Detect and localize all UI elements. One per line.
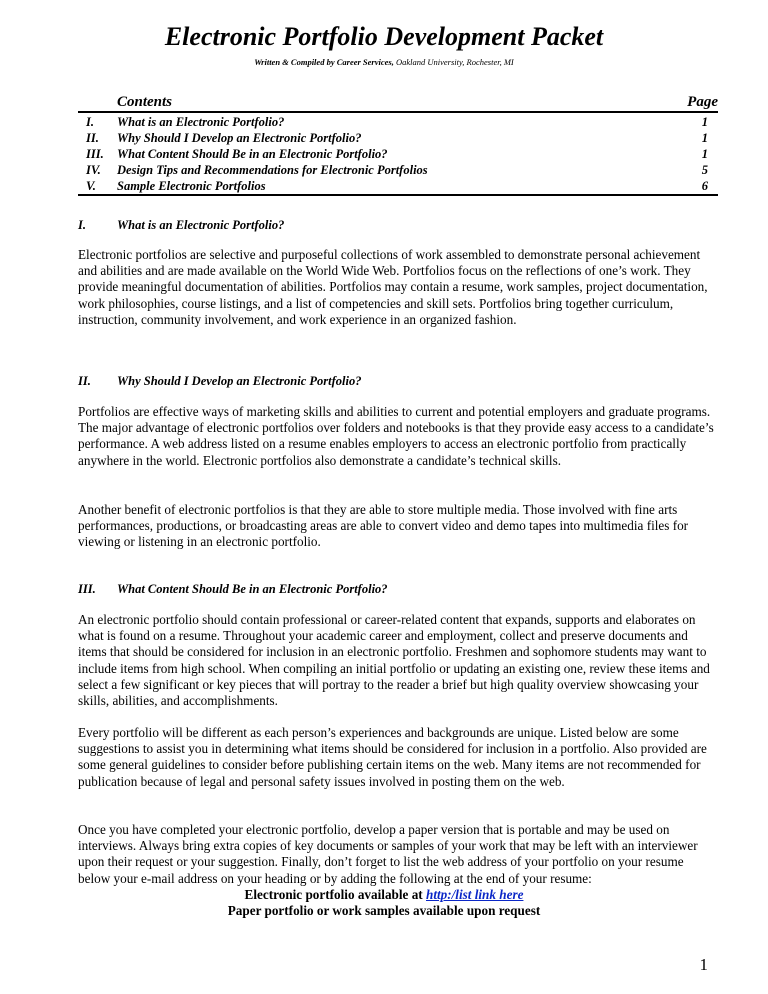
toc-row-page: 1 <box>701 115 708 129</box>
portfolio-link-prefix: Electronic portfolio available at <box>244 887 426 902</box>
section-title: What is an Electronic Portfolio? <box>117 218 285 232</box>
toc-row-number: III. <box>86 147 104 161</box>
toc-row-title: Design Tips and Recommendations for Electronic Portfolios <box>117 163 428 177</box>
toc-row-number: I. <box>86 115 94 129</box>
toc-row <box>78 162 718 178</box>
subtitle-lead: Written & Compiled by Career Services, <box>254 57 394 67</box>
toc-rows <box>78 113 718 196</box>
toc-row-title: What Content Should Be in an Electronic Portfolio? <box>117 147 388 161</box>
section-3-paragraph-1: An electronic portfolio should contain professional or career-related content that expands, supports and elaborates on what is found on a resume. Throughout your academic career and employment, collect and preserve documents and items that should be considered for inclusion in an electronic portfolio. Freshmen and sophomore students may want to include items from high school. When compiling an initial portfolio or updating an existing one, review these items and select a few significant or key pieces that will portray to the reader a brief but high quality overview showcasing your skills, abilities, and accomplishments. <box>78 612 710 709</box>
toc-row-number: II. <box>86 131 99 145</box>
toc-row-page: 1 <box>701 147 708 161</box>
section-3-paragraph-3: Once you have completed your electronic portfolio, develop a paper version that is portable and may be used on interviews. Always bring extra copies of key documents or samples of your work that may be left with an interviewer upon their request or your suggestion. Finally, don’t forget to list the web address of your portfolio on your resume below your e-mail address on your heading or by adding the following at the end of your resume: <box>78 822 698 886</box>
section-heading-2 <box>78 373 361 389</box>
section-heading-1 <box>78 217 284 233</box>
toc-row <box>78 178 718 194</box>
toc-contents-label: Contents <box>117 94 173 110</box>
toc-page-label: Page <box>687 94 718 110</box>
section-2-paragraph-2: Another benefit of electronic portfolios is that they are able to store multiple media. Those involved with fine arts performances, productions, or broadcasting areas are able to convert video and demo tapes into multimedia files for viewing or listening in an electronic portfolio. <box>78 502 689 550</box>
toc-row-page: 5 <box>701 163 708 177</box>
section-title: Why Should I Develop an Electronic Portfolio? <box>117 374 362 388</box>
toc-row <box>78 146 718 162</box>
toc-row-number: IV. <box>86 163 101 177</box>
section-number: III. <box>78 582 96 596</box>
toc-header <box>78 93 718 113</box>
document-subtitle <box>0 56 768 68</box>
section-3-paragraph-2: Every portfolio will be different as each person’s experiences and backgrounds are unique. Listed below are some suggestions to assist you in determining what items should be considered for inclusion in a portfolio. Also provided are some general guidelines to consider before publishing certain items on the web. Many items are not recommended for publication because of legal and personal safety issues involved in posting them on the web. <box>78 725 707 789</box>
portfolio-link[interactable]: http:/list link here <box>425 887 524 902</box>
section-heading-3 <box>78 581 388 597</box>
document-title: Electronic Portfolio Development Packet <box>164 22 604 51</box>
toc-row <box>78 130 718 146</box>
section-title: What Content Should Be in an Electronic Portfolio? <box>117 582 388 596</box>
toc-row-page: 1 <box>701 131 708 145</box>
section-1-paragraph-1: Electronic portfolios are selective and purposeful collections of work assembled to demonstrate personal achievement and abilities and are made available on the World Wide Web. Portfolios focus on the reflections of one’s work. They provide meaningful documentation of abilities. Portfolios may contain a resume, work samples, project documentation, work philosophies, course listings, and a list of competencies and skill sets. Portfolios bring together curriculum, instruction, community involvement, and work experience in an organized fashion. <box>78 247 708 327</box>
section-number: II. <box>78 374 91 388</box>
toc-row-number: V. <box>86 179 96 193</box>
section-2-paragraph-1: Portfolios are effective ways of marketing skills and abilities to current and potential employers and graduate programs. The major advantage of electronic portfolios over folders and notebooks is that they provide easy access to a candidate’s performance. A web address listed on a resume enables employers to access an electronic portfolio from practically anywhere in the world. Electronic portfolios also demonstrate a candidate’s technical skills. <box>78 404 714 468</box>
toc-row-title: Why Should I Develop an Electronic Portfolio? <box>117 131 362 145</box>
paper-portfolio-line: Paper portfolio or work samples available upon request <box>227 903 541 918</box>
toc-row-title: Sample Electronic Portfolios <box>117 179 266 193</box>
section-number: I. <box>78 218 86 232</box>
toc-row <box>78 114 718 130</box>
toc-row-page: 6 <box>701 179 708 193</box>
toc-row-title: What is an Electronic Portfolio? <box>117 115 285 129</box>
page-number: 1 <box>699 955 708 974</box>
subtitle-organization: Oakland University, Rochester, MI <box>395 57 514 67</box>
portfolio-link-line <box>0 887 768 903</box>
table-of-contents <box>78 93 718 196</box>
